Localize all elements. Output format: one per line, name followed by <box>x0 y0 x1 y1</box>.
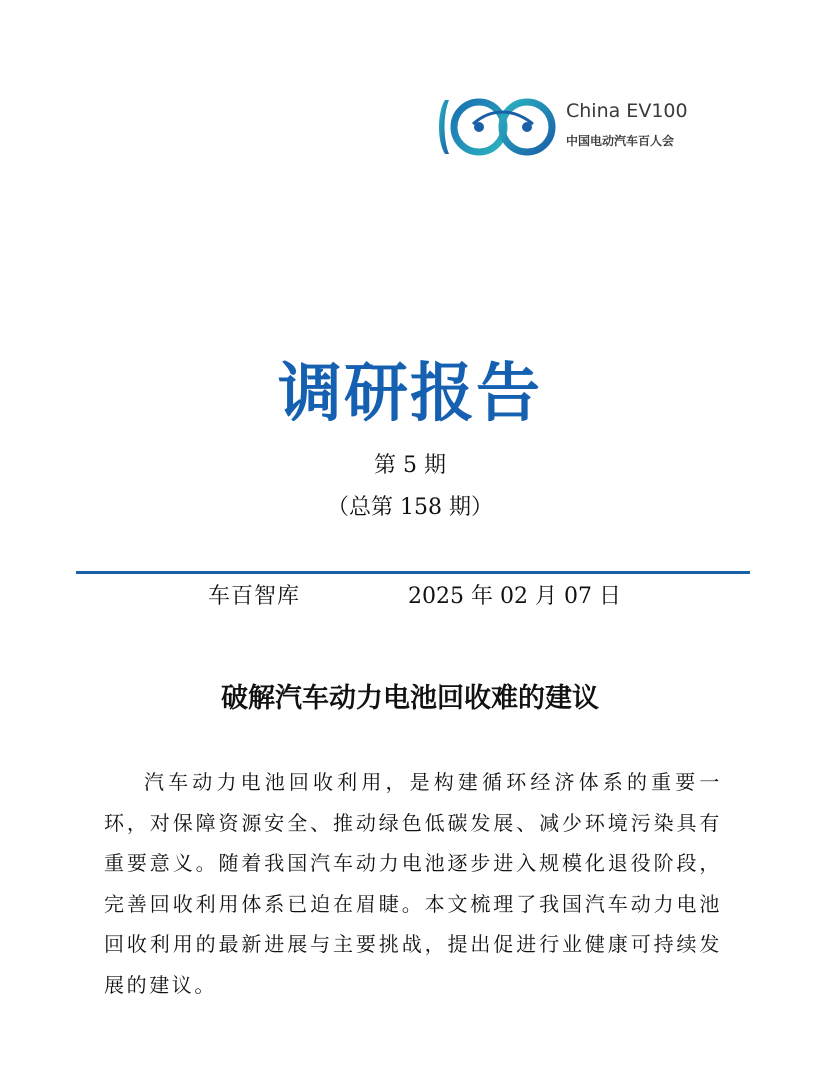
report-title: 调研报告 <box>278 357 542 431</box>
article-title: 破解汽车动力电池回收难的建议 <box>221 683 599 714</box>
publisher-name: 车百智库 <box>208 584 301 609</box>
header-logo <box>433 94 703 164</box>
china-ev100-logo-icon <box>433 94 561 160</box>
issue-number: 第 5 期 <box>374 453 446 478</box>
article-paragraph: 汽车动力电池回收利用，是构建循环经济体系的重要一环，对保障资源安全、推动绿色低碳发展、减少环境污染具有重要意义。随着我国汽车动力电池逐步进入规模化退役阶段，完善回收利用体系已迫在眉睫。本文梳理了我国汽车动力电池回收利用的最新进展与主要挑战，提出促进行业健康可持续发展的建议。 <box>104 770 722 997</box>
publish-date: 2025 年 02 月 07 日 <box>408 584 621 609</box>
logo-english-text: China EV100 <box>566 100 688 122</box>
logo-chinese-text: 中国电动汽车百人会 <box>566 134 675 148</box>
issue-total-number: （总第 158 期） <box>327 495 493 520</box>
header-divider <box>76 571 750 574</box>
